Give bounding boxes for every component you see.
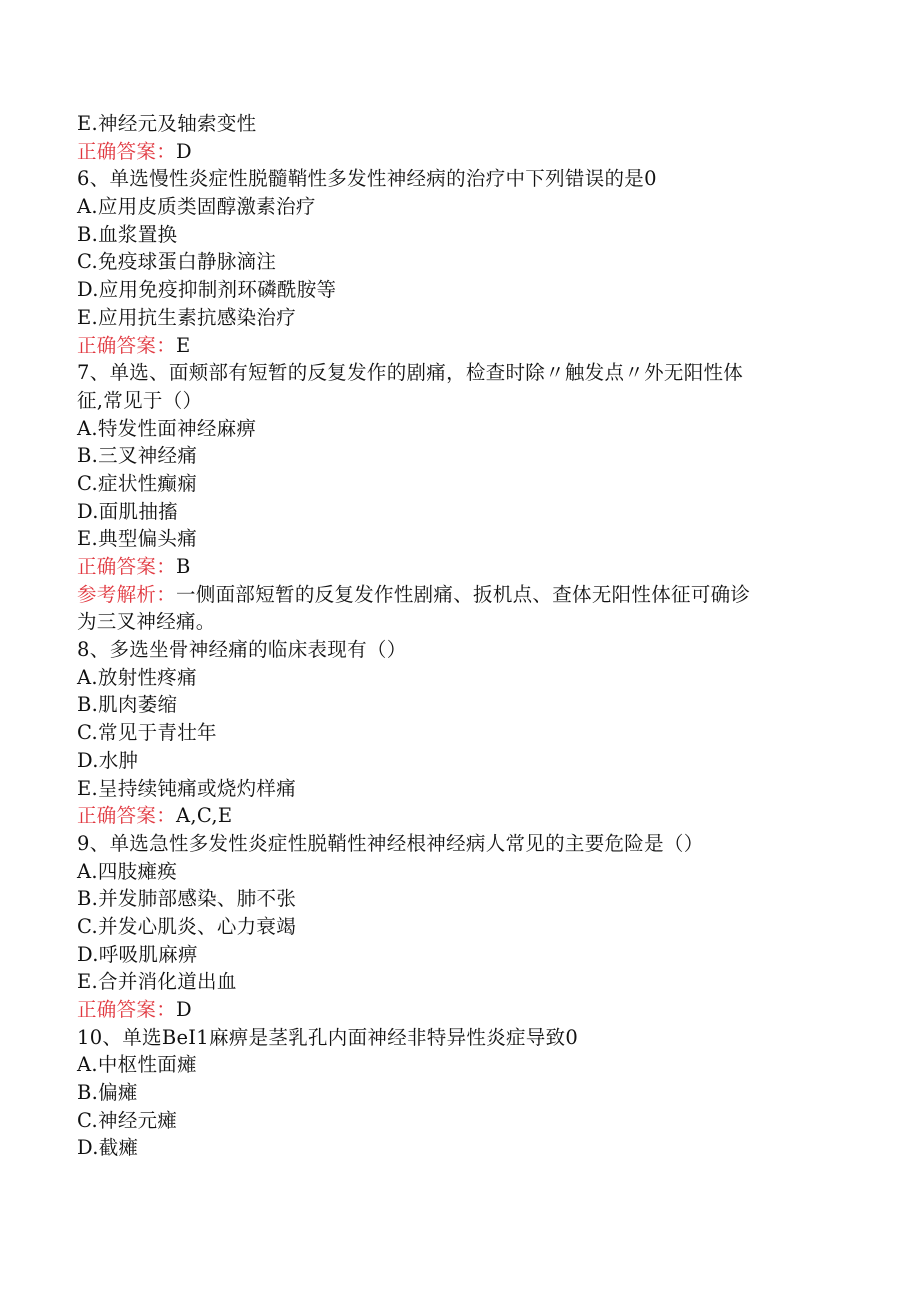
option-line: E.合并消化道出血	[77, 970, 237, 994]
analysis-continuation: 为三叉神经痛。	[77, 610, 216, 634]
question-line: 9、单选急性多发性炎症性脱鞘性神经根神经病人常见的主要危险是（）	[77, 831, 704, 855]
option-line: E.典型偏头痛	[77, 527, 198, 551]
answer-line	[77, 553, 837, 581]
answer-line	[77, 802, 837, 830]
answer-value: D	[176, 998, 192, 1021]
option-line: D.应用免疫抑制剂环磷酰胺等	[77, 278, 337, 302]
analysis-text: 一侧面部短暂的反复发作性剧痛、扳机点、查体无阳性体征可确诊	[176, 582, 751, 606]
option-line: C.神经元瘫	[77, 1108, 178, 1132]
analysis-label: 参考解析：	[77, 582, 177, 606]
exam-document	[77, 110, 837, 1162]
option-line: A.四肢瘫痪	[77, 859, 178, 883]
question-line: 8、多选坐骨神经痛的临床表现有（）	[77, 638, 407, 662]
option-line: C.并发心肌炎、心力衰竭	[77, 914, 297, 938]
option-line: D.面肌抽搐	[77, 499, 178, 523]
option-line: A.应用皮质类固醇激素治疗	[77, 195, 316, 219]
option-line: C.免疫球蛋白静脉滴注	[77, 250, 277, 274]
option-line: C.症状性癫痫	[77, 471, 198, 495]
answer-value: D	[176, 139, 192, 163]
option-line: A.中枢性面瘫	[77, 1053, 197, 1077]
question-line: 10、单选BeI1麻痹是茎乳孔内面神经非特异性炎症导致0	[77, 1025, 579, 1049]
question-line: 7、单选、面颊部有短暂的反复发作的剧痛，检查时除〃触发点〃外无阳性体	[77, 361, 744, 385]
analysis-line	[77, 581, 837, 609]
option-line: D.水肿	[77, 748, 139, 772]
answer-line	[77, 996, 837, 1024]
option-line: D.呼吸肌麻痹	[77, 942, 198, 966]
option-line: A.特发性面神经麻痹	[77, 416, 257, 440]
option-line: A.放射性疼痛	[77, 665, 197, 689]
answer-value: E	[176, 333, 191, 357]
answer-label: 正确答案：	[77, 333, 177, 357]
answer-value: A,C,E	[176, 804, 233, 828]
option-line: E.应用抗生素抗感染治疗	[77, 305, 297, 329]
option-line: E.呈持续钝痛或烧灼样痛	[77, 776, 297, 800]
question-line: 6、单选慢性炎症性脱髓鞘性多发性神经病的治疗中下列错误的是0	[77, 167, 657, 191]
answer-value: B	[176, 555, 191, 578]
option-line: B.三叉神经痛	[77, 444, 198, 468]
option-line: D.截瘫	[77, 1136, 139, 1160]
option-line: B.并发肺部感染、肺不张	[77, 887, 297, 911]
answer-label: 正确答案：	[77, 998, 177, 1021]
answer-line	[77, 138, 837, 166]
option-line: C.常见于青壮年	[77, 721, 217, 745]
answer-line	[77, 332, 837, 360]
answer-label: 正确答案：	[77, 804, 177, 828]
option-line: B.偏瘫	[77, 1081, 138, 1105]
answer-label: 正确答案：	[77, 555, 177, 578]
option-line: E.神经元及轴索变性	[77, 112, 257, 135]
option-line: B.血浆置换	[77, 222, 178, 246]
question-line: 征,常见于（）	[77, 388, 203, 412]
answer-label: 正确答案：	[77, 139, 177, 163]
option-line: B.肌肉萎缩	[77, 693, 178, 717]
